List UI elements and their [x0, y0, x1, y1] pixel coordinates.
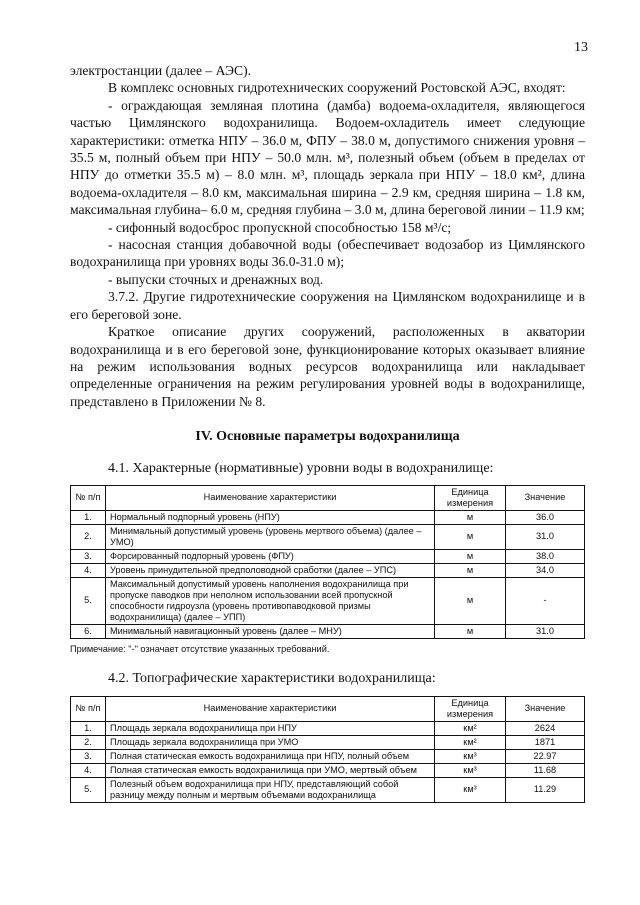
cell-name: Уровень принудительной предполоводной сработки (далее – УПС) [106, 563, 435, 577]
cell-unit: км³ [435, 749, 506, 763]
paragraph: 3.7.2. Другие гидротехнические сооружения на Цимлянском водохранилище и в его береговой зоне. [70, 289, 585, 322]
cell-unit: м [435, 624, 506, 638]
cell-number: 5. [71, 777, 106, 802]
cell-name: Площадь зеркала водохранилища при УМО [106, 735, 435, 749]
cell-value: 1871 [506, 735, 585, 749]
cell-unit: м [435, 549, 506, 563]
cell-name: Полная статическая емкость водохранилища при УМО, мертвый объем [106, 763, 435, 777]
cell-name: Нормальный подпорный уровень (НПУ) [106, 510, 435, 524]
cell-value: 36.0 [506, 510, 585, 524]
table-row [71, 563, 585, 577]
table2-caption: 4.2. Топографические характеристики водохранилища: [108, 671, 436, 687]
cell-name: Минимальный навигационный уровень (далее – МНУ) [106, 624, 435, 638]
cell-name: Форсированный подпорный уровень (ФПУ) [106, 549, 435, 563]
cell-value: 31.0 [506, 624, 585, 638]
cell-name: Максимальный допустимый уровень наполнения водохранилища при пропуске паводков при неполном использовании всей пропускной способности гидроузла (уровень противопаводковой призмы водохранилища) (далее – УПП) [106, 577, 435, 624]
table-row [71, 749, 585, 763]
table-row [71, 777, 585, 802]
cell-unit: км³ [435, 777, 506, 802]
cell-unit: м [435, 563, 506, 577]
table-row [71, 763, 585, 777]
cell-number: 4. [71, 563, 106, 577]
cell-unit: км³ [435, 763, 506, 777]
table-row [71, 524, 585, 549]
cell-number: 5. [71, 577, 106, 624]
cell-number: 2. [71, 735, 106, 749]
table-note: Примечание: "-" означает отсутствие указанных требований. [70, 643, 330, 654]
paragraph: - сифонный водосброс пропускной способностью 158 м³/с; [108, 219, 452, 235]
cell-number: 3. [71, 749, 106, 763]
cell-number: 2. [71, 524, 106, 549]
paragraph: Краткое описание других сооружений, расположенных в акватории водохранилища и в его береговой зоне, функционирование которых оказывает влияние на режим использования водных ресурсов водохранилища или накладывает определенные ограничения на режим регулирования уровней воды в водохранилище, представлено в Приложении № 8. [70, 324, 585, 409]
cell-name: Площадь зеркала водохранилища при НПУ [106, 721, 435, 735]
section-heading: IV. Основные параметры водохранилища [195, 429, 460, 445]
table-row [71, 510, 585, 524]
cell-value: 11.68 [506, 763, 585, 777]
table-row [71, 549, 585, 563]
table-header-row [71, 696, 585, 721]
col-value-header: Значение [506, 485, 585, 510]
table-row [71, 624, 585, 638]
table-header-row [71, 485, 585, 510]
cell-unit: км² [435, 735, 506, 749]
cell-number: 1. [71, 510, 106, 524]
paragraph: В комплекс основных гидротехнических сооружений Ростовской АЭС, входят: [108, 80, 566, 96]
table-row [71, 735, 585, 749]
cell-value: 11.29 [506, 777, 585, 802]
cell-name: Полная статическая емкость водохранилища при НПУ, полный объем [106, 749, 435, 763]
levels-table [70, 485, 585, 639]
cell-value: 2624 [506, 721, 585, 735]
paragraph: - ограждающая земляная плотина (дамба) водоема-охладителя, являющегося частью Цимлянского водохранилища. Водоем-охладитель имеет следующие характеристики: отметка НПУ – 36.0 м, ФПУ – 38.0 м, допустимого снижения уровня – 35.5 м, полный объем при НПУ – 50.0 млн. м³, полезный объем (объем в пределах от НПУ до отметки 35.5 м) – 8.0 млн. м³, площадь зеркала при НПУ – 18.0 км², длина водоема-охладителя – 8.0 км, максимальная ширина – 2.9 км, средняя ширина – 1.8 км, максимальная глубина– 6.0 м, средняя глубина – 3.0 м, длина береговой линии – 11.9 км; [70, 97, 585, 218]
topography-table [70, 696, 585, 803]
col-value-header: Значение [506, 696, 585, 721]
cell-value: - [506, 577, 585, 624]
cell-number: 4. [71, 763, 106, 777]
paragraph: - насосная станция добавочной воды (обеспечивает водозабор из Цимлянского водохранилища при уровнях воды 36.0-31.0 м); [70, 237, 585, 270]
document-body [70, 62, 585, 803]
cell-value: 34.0 [506, 563, 585, 577]
cell-name: Минимальный допустимый уровень (уровень мертвого объема) (далее – УМО) [106, 524, 435, 549]
col-name-header: Наименование характеристики [106, 696, 435, 721]
cell-number: 1. [71, 721, 106, 735]
page-number: 13 [574, 40, 588, 55]
cell-unit: км² [435, 721, 506, 735]
paragraph: электростанции (далее – АЭС). [70, 63, 252, 78]
table-row [71, 721, 585, 735]
cell-value: 31.0 [506, 524, 585, 549]
cell-name: Полезный объем водохранилища при НПУ, представляющий собой разницу между полным и мертвым объемами водохранилища [106, 777, 435, 802]
cell-unit: м [435, 524, 506, 549]
cell-number: 3. [71, 549, 106, 563]
col-unit-header: Единица измерения [435, 485, 506, 510]
col-unit-header: Единица измерения [435, 696, 506, 721]
table-row [71, 577, 585, 624]
col-number-header: № п/п [71, 485, 106, 510]
paragraph: - выпуски сточных и дренажных вод. [108, 271, 324, 287]
table1-caption: 4.1. Характерные (нормативные) уровни воды в водохранилище: [108, 460, 494, 476]
cell-unit: м [435, 510, 506, 524]
cell-unit: м [435, 577, 506, 624]
cell-number: 6. [71, 624, 106, 638]
col-name-header: Наименование характеристики [106, 485, 435, 510]
col-number-header: № п/п [71, 696, 106, 721]
cell-value: 22.97 [506, 749, 585, 763]
cell-value: 38.0 [506, 549, 585, 563]
